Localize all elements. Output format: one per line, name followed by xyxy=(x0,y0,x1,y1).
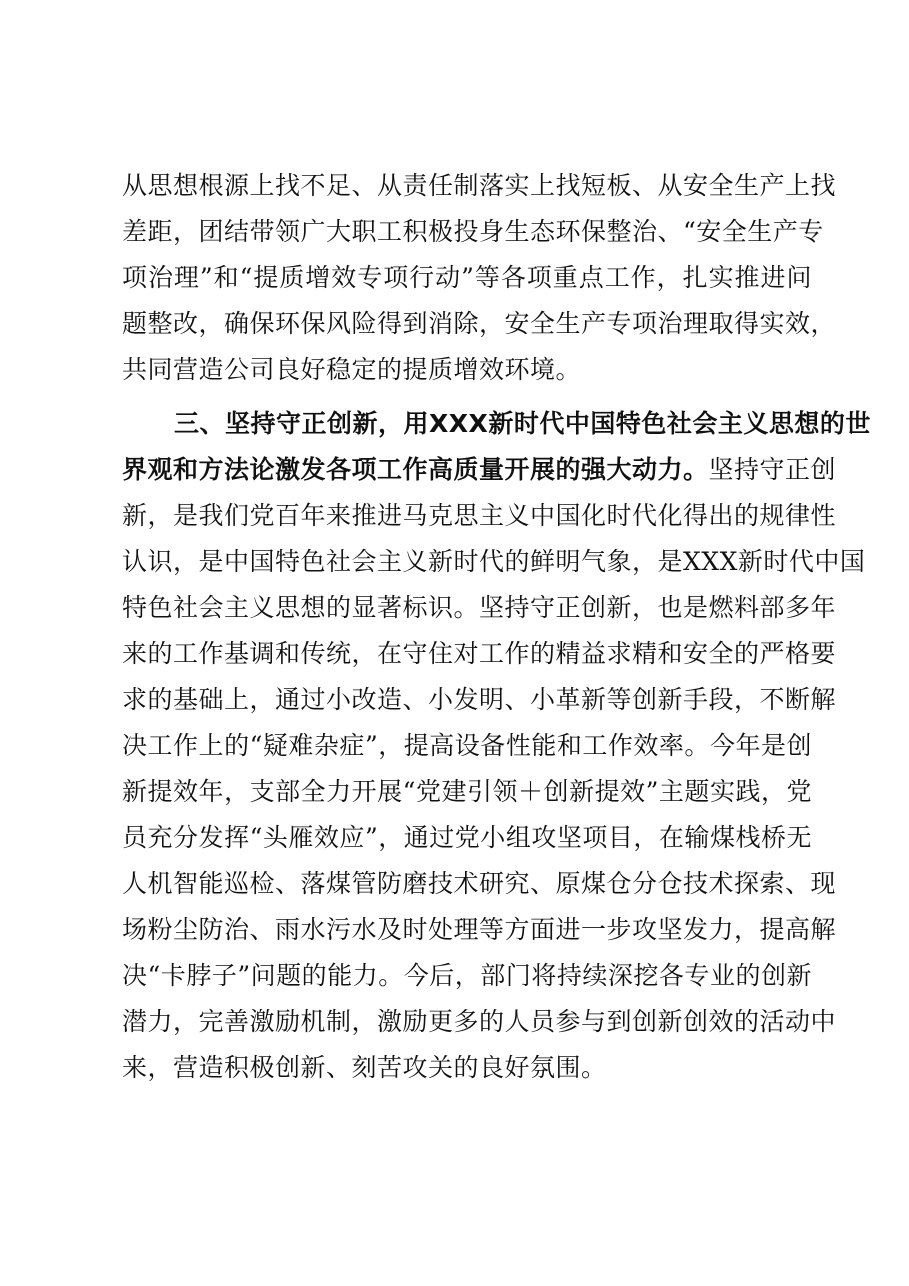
text-line: 认识，是中国特色社会主义新时代的鲜明气象，是XXX新时代中国 xyxy=(122,547,866,576)
text-line: 共同营造公司良好稳定的提质增效环境。 xyxy=(122,355,582,384)
text-line: 来的工作基调和传统，在守住对工作的精益求精和安全的严格要 xyxy=(122,639,837,668)
section-body-text: 坚持守正创 xyxy=(708,455,837,484)
text-line: 特色社会主义思想的显著标识。坚持守正创新，也是燃料部多年 xyxy=(122,593,837,622)
text-line: 员充分发挥“头雁效应”，通过党小组攻坚项目，在输煤栈桥无 xyxy=(122,823,812,852)
text-line: 新，是我们党百年来推进马克思主义中国化时代化得出的规律性 xyxy=(122,501,837,530)
paragraph-2 xyxy=(122,401,871,1091)
section-heading-line-2 xyxy=(122,447,837,493)
text-line: 求的基础上，通过小改造、小发明、小革新等创新手段，不断解 xyxy=(122,685,837,714)
text-line: 项治理”和“提质增效专项行动”等各项重点工作，扎实推进问 xyxy=(122,263,812,292)
text-line: 潜力，完善激励机制，激励更多的人员参与到创新创效的活动中 xyxy=(122,1007,837,1036)
section-heading-line-1: 三、坚持守正创新，用XXX新时代中国特色社会主义思想的世 xyxy=(174,409,871,438)
text-line: 题整改，确保环保风险得到消除，安全生产专项治理取得实效， xyxy=(122,309,837,338)
paragraph-1 xyxy=(122,163,837,393)
text-line: 新提效年，支部全力开展“党建引领＋创新提效”主题实践，党 xyxy=(122,777,812,806)
text-line: 决“卡脖子”问题的能力。今后，部门将持续深挖各专业的创新 xyxy=(122,961,812,990)
text-line: 人机智能巡检、落煤管防磨技术研究、原煤仓分仓技术探索、现 xyxy=(122,869,837,898)
section-heading-bold-text: 界观和方法论激发各项工作高质量开展的强大动力。 xyxy=(122,455,709,484)
text-line: 来，营造积极创新、刻苦攻关的良好氛围。 xyxy=(122,1053,607,1082)
text-line: 场粉尘防治、雨水污水及时处理等方面进一步攻坚发力，提高解 xyxy=(122,915,837,944)
text-line: 决工作上的“疑难杂症”，提高设备性能和工作效率。今年是创 xyxy=(122,731,812,760)
text-line: 从思想根源上找不足、从责任制落实上找短板、从安全生产上找 xyxy=(122,171,837,200)
text-line: 差距，团结带领广大职工积极投身生态环保整治、“安全生产专 xyxy=(122,217,824,246)
